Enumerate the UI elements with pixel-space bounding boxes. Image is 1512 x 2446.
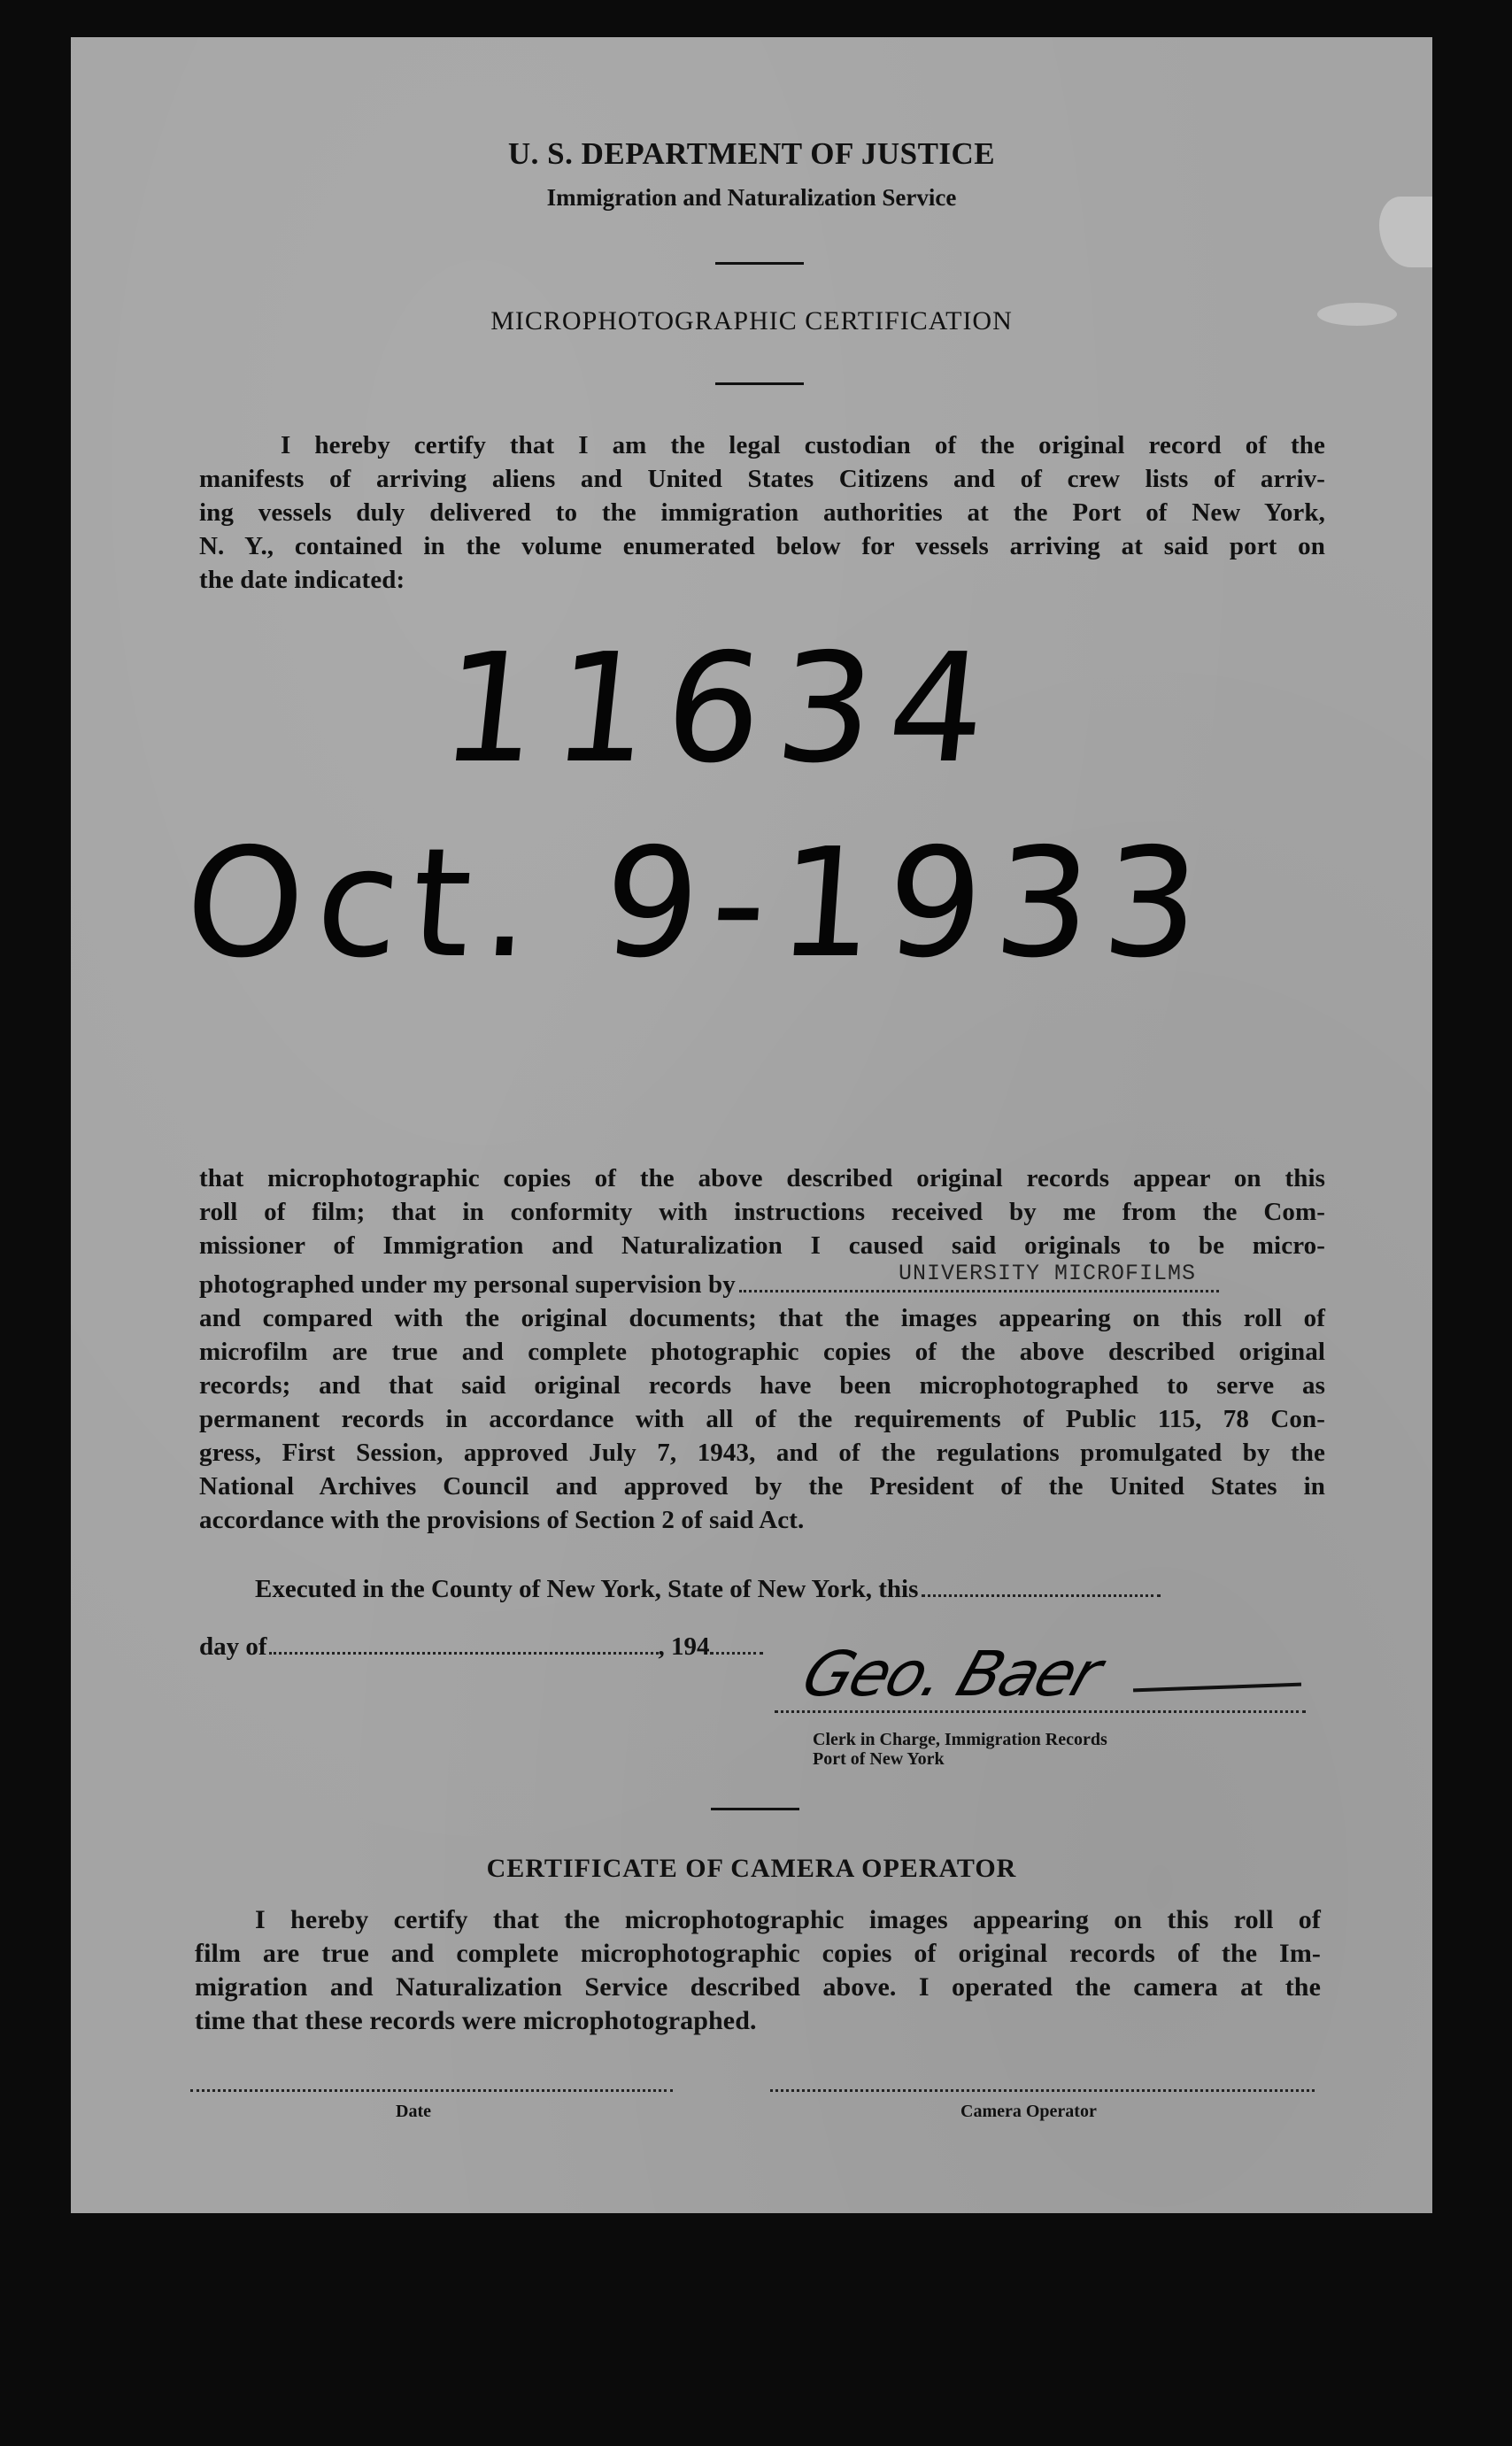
clerk-signature-line	[775, 1710, 1306, 1713]
intro-line: ing vessels duly delivered to the immigration authorities at the Port of New York,	[199, 498, 1325, 527]
camera-line: time that these records were microphotographed.	[195, 2006, 757, 2035]
clerk-port: Port of New York	[813, 1749, 945, 1769]
day-dotted-field	[269, 1634, 659, 1655]
date-label: Date	[396, 2102, 431, 2121]
clerk-signature: Geo. Baer	[793, 1638, 1109, 1710]
certification-line: gress, First Session, approved July 7, 1943, and of the regulations promulgated by the	[199, 1439, 1325, 1467]
camera-line: film are true and complete microphotographic copies of original records of the Im-	[195, 1939, 1321, 1968]
intro-line: manifests of arriving aliens and United States Citizens and of crew lists of arriv-	[199, 465, 1325, 493]
intro-paragraph	[199, 428, 1325, 597]
certification-line: and compared with the original documents; that the images appearing on this roll of	[199, 1304, 1325, 1332]
camera-operator-label: Camera Operator	[960, 2102, 1097, 2121]
supervisor-line-text: photographed under my personal supervision by	[199, 1270, 736, 1299]
certification-title: MICROPHOTOGRAPHIC CERTIFICATION	[490, 306, 1013, 336]
typed-supervisor-name: UNIVERSITY MICROFILMS	[899, 1261, 1197, 1286]
camera-certificate-title: CERTIFICATE OF CAMERA OPERATOR	[486, 1854, 1017, 1883]
camera-section-divider	[711, 1808, 799, 1810]
certification-line: missioner of Immigration and Naturalization I caused said originals to be micro-	[199, 1231, 1325, 1260]
camera-line: migration and Naturalization Service described above. I operated the camera at the	[195, 1972, 1321, 2002]
year-prefix: 194	[671, 1632, 710, 1661]
executed-line-text: Executed in the County of New York, State of New York, this	[255, 1575, 919, 1603]
camera-paragraph	[195, 1903, 1321, 2038]
service-subheading: Immigration and Naturalization Service	[546, 184, 957, 211]
certification-line: accordance with the provisions of Section 2 of said Act.	[199, 1506, 805, 1534]
date-signature-line	[190, 2089, 673, 2092]
certification-line: permanent records in accordance with all of the requirements of Public 115, 78 Con-	[199, 1405, 1325, 1433]
certification-line: that microphotographic copies of the above described original records appear on this	[199, 1164, 1325, 1192]
clerk-title: Clerk in Charge, Immigration Records	[813, 1730, 1107, 1749]
day-of-line: day of , 194	[199, 1632, 763, 1662]
camera-line: I hereby certify that the microphotographic images appearing on this roll of	[255, 1905, 1321, 1934]
certification-document	[71, 37, 1432, 2213]
certification-line: roll of film; that in conformity with instructions received by me from the Com-	[199, 1198, 1325, 1226]
handwritten-volume-number: 11634	[433, 621, 1011, 797]
intro-line: N. Y., contained in the volume enumerated below for vessels arriving at said port on	[199, 532, 1325, 560]
intro-line: the date indicated:	[199, 566, 405, 594]
title-divider	[715, 382, 804, 385]
certification-paragraph	[199, 1161, 1325, 1537]
certification-line: National Archives Council and approved by the President of the United States in	[199, 1472, 1325, 1501]
executed-dotted-field	[922, 1577, 1161, 1597]
department-heading: U. S. DEPARTMENT OF JUSTICE	[507, 136, 996, 171]
operator-signature-line	[770, 2089, 1315, 2092]
header-divider	[715, 262, 804, 265]
intro-line: I hereby certify that I am the legal custodian of the original record of the	[281, 431, 1325, 459]
day-of-label: day of	[199, 1632, 267, 1661]
executed-line	[255, 1575, 1161, 1604]
year-dotted-field	[710, 1634, 763, 1655]
handwritten-date: Oct. 9-1933	[180, 816, 1218, 992]
signature-flourish	[1133, 1683, 1301, 1693]
certification-line: records; and that said original records have been microphotographed to serve as	[199, 1371, 1325, 1400]
certification-line: microfilm are true and complete photographic copies of the above described original	[199, 1338, 1325, 1366]
